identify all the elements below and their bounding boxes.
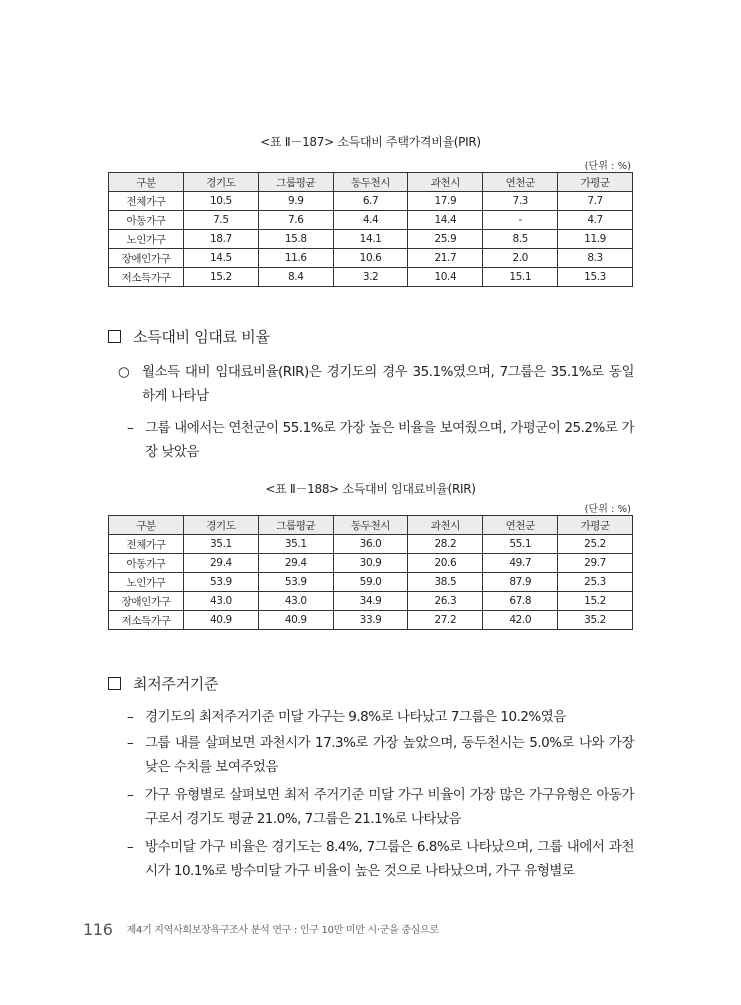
dash-bullet-icon: – xyxy=(127,420,134,436)
table-cell: 53.9 xyxy=(258,573,333,592)
table-cell: 35.1 xyxy=(184,535,259,554)
table-cell: 38.5 xyxy=(408,573,483,592)
table-cell: 15.2 xyxy=(558,592,633,611)
table-cell: 17.9 xyxy=(408,192,483,211)
circle-bullet-icon: ○ xyxy=(118,364,130,380)
dash-paragraph xyxy=(127,783,634,831)
table2-unit: (단위 : %) xyxy=(584,504,631,515)
table-cell: 36.0 xyxy=(333,535,408,554)
table-body xyxy=(109,192,633,287)
table-cell: 30.9 xyxy=(333,554,408,573)
column-header: 그룹평균 xyxy=(258,173,333,192)
table-row xyxy=(109,611,633,630)
footer-text: 제4기 지역사회보장욕구조사 분석 연구 : 인구 10만 미만 시·군을 중심으로 xyxy=(126,925,439,936)
row-label: 저소득가구 xyxy=(109,611,184,630)
table1-unit: (단위 : %) xyxy=(584,161,631,172)
column-header: 가평군 xyxy=(558,516,633,535)
table-cell: 10.4 xyxy=(408,268,483,287)
table-cell: 33.9 xyxy=(333,611,408,630)
table-row xyxy=(109,535,633,554)
table-cell: 14.4 xyxy=(408,211,483,230)
column-header: 과천시 xyxy=(408,173,483,192)
row-label: 노인가구 xyxy=(109,573,184,592)
table-cell: 29.4 xyxy=(184,554,259,573)
table-cell: 35.1 xyxy=(258,535,333,554)
bullet-text: 월소득 대비 임대료비율(RIR)은 경기도의 경우 35.1%였으며, 7그룹은 35.1%로 동일하게 나타남 xyxy=(142,364,634,404)
table-header xyxy=(109,516,633,535)
column-header: 경기도 xyxy=(184,516,259,535)
table-cell: 59.0 xyxy=(333,573,408,592)
pir-table xyxy=(108,172,633,287)
table-row xyxy=(109,249,633,268)
dash-bullet-icon: – xyxy=(127,787,134,803)
dash-text: 가구 유형별로 살펴보면 최저 주거기준 미달 가구 비율이 가장 많은 가구유형은 아동가구로서 경기도 평균 21.0%, 7그룹은 21.1%로 나타났음 xyxy=(145,787,634,827)
table-cell: 34.9 xyxy=(333,592,408,611)
table-cell: 40.9 xyxy=(184,611,259,630)
table-cell: 15.8 xyxy=(258,230,333,249)
table-cell: 49.7 xyxy=(483,554,558,573)
column-header: 과천시 xyxy=(408,516,483,535)
row-label: 노인가구 xyxy=(109,230,184,249)
table-cell: - xyxy=(483,211,558,230)
table-cell: 25.2 xyxy=(558,535,633,554)
dash-text: 방수미달 가구 비율은 경기도는 8.4%, 7그룹은 6.8%로 나타났으며, 그룹 내에서 과천시가 10.1%로 방수미달 가구 비율이 높은 것으로 나타났으며, 가구 유형별로 xyxy=(145,839,634,879)
column-header: 동두천시 xyxy=(333,173,408,192)
table-row xyxy=(109,268,633,287)
table-body xyxy=(109,535,633,630)
table-cell: 87.9 xyxy=(483,573,558,592)
table-cell: 27.2 xyxy=(408,611,483,630)
dash-bullet-icon: – xyxy=(127,735,134,751)
column-header: 연천군 xyxy=(483,516,558,535)
table-cell: 28.2 xyxy=(408,535,483,554)
dash-bullet-icon: – xyxy=(127,709,134,725)
column-header: 연천군 xyxy=(483,173,558,192)
table1-caption: <표 Ⅱ－187> 소득대비 주택가격비율(PIR) xyxy=(260,135,481,149)
dash-paragraph xyxy=(127,705,634,729)
table-cell: 7.5 xyxy=(184,211,259,230)
table-cell: 43.0 xyxy=(184,592,259,611)
table-cell: 43.0 xyxy=(258,592,333,611)
row-label: 아동가구 xyxy=(109,554,184,573)
table-header xyxy=(109,173,633,192)
table-cell: 15.2 xyxy=(184,268,259,287)
table-cell: 42.0 xyxy=(483,611,558,630)
row-label: 저소득가구 xyxy=(109,268,184,287)
table-cell: 11.9 xyxy=(558,230,633,249)
row-label: 장애인가구 xyxy=(109,249,184,268)
table-cell: 8.4 xyxy=(258,268,333,287)
table-row xyxy=(109,554,633,573)
column-header: 그룹평균 xyxy=(258,516,333,535)
section-title: 소득대비 임대료 비율 xyxy=(133,328,270,346)
dash-text: 그룹 내에서는 연천군이 55.1%로 가장 높은 비율을 보여줬으며, 가평군이 25.2%로 가장 낮았음 xyxy=(145,420,634,460)
table-row xyxy=(109,211,633,230)
table-row xyxy=(109,592,633,611)
row-label: 전체가구 xyxy=(109,192,184,211)
column-header: 가평군 xyxy=(558,173,633,192)
column-header: 구분 xyxy=(109,516,184,535)
table-cell: 4.4 xyxy=(333,211,408,230)
table-cell: 67.8 xyxy=(483,592,558,611)
table-cell: 20.6 xyxy=(408,554,483,573)
table-cell: 9.9 xyxy=(258,192,333,211)
page-footer xyxy=(83,920,439,939)
table-cell: 26.3 xyxy=(408,592,483,611)
table-cell: 14.5 xyxy=(184,249,259,268)
dash-paragraph xyxy=(127,416,634,464)
table-cell: 2.0 xyxy=(483,249,558,268)
rir-table xyxy=(108,515,633,630)
table-cell: 7.7 xyxy=(558,192,633,211)
table-cell: 40.9 xyxy=(258,611,333,630)
table-cell: 10.5 xyxy=(184,192,259,211)
table-cell: 3.2 xyxy=(333,268,408,287)
table-cell: 29.4 xyxy=(258,554,333,573)
table-cell: 15.3 xyxy=(558,268,633,287)
table-cell: 55.1 xyxy=(483,535,558,554)
column-header: 경기도 xyxy=(184,173,259,192)
dash-text: 경기도의 최저주거기준 미달 가구는 9.8%로 나타났고 7그룹은 10.2%였음 xyxy=(145,709,566,725)
table-cell: 14.1 xyxy=(333,230,408,249)
checkbox-square-icon xyxy=(108,330,121,343)
row-label: 전체가구 xyxy=(109,535,184,554)
dash-paragraph xyxy=(127,731,634,779)
table-row xyxy=(109,230,633,249)
dash-text: 그룹 내를 살펴보면 과천시가 17.3%로 가장 높았으며, 동두천시는 5.0%로 나와 가장 낮은 수치를 보여주었음 xyxy=(145,735,634,775)
column-header: 동두천시 xyxy=(333,516,408,535)
dash-bullet-icon: – xyxy=(127,839,134,855)
row-label: 아동가구 xyxy=(109,211,184,230)
column-header: 구분 xyxy=(109,173,184,192)
bullet-paragraph xyxy=(118,360,634,408)
table-cell: 21.7 xyxy=(408,249,483,268)
table-row xyxy=(109,192,633,211)
table-cell: 35.2 xyxy=(558,611,633,630)
section-title: 최저주거기준 xyxy=(133,675,219,693)
table-cell: 15.1 xyxy=(483,268,558,287)
table-cell: 7.6 xyxy=(258,211,333,230)
table-row xyxy=(109,573,633,592)
table-cell: 29.7 xyxy=(558,554,633,573)
table-cell: 25.9 xyxy=(408,230,483,249)
header-row xyxy=(109,173,633,192)
table-cell: 7.3 xyxy=(483,192,558,211)
table-cell: 6.7 xyxy=(333,192,408,211)
table-cell: 18.7 xyxy=(184,230,259,249)
dash-paragraph xyxy=(127,835,634,883)
table-cell: 25.3 xyxy=(558,573,633,592)
table2-caption: <표 Ⅱ－188> 소득대비 임대료비율(RIR) xyxy=(265,482,476,496)
table-cell: 10.6 xyxy=(333,249,408,268)
table-cell: 11.6 xyxy=(258,249,333,268)
checkbox-square-icon xyxy=(108,677,121,690)
header-row xyxy=(109,516,633,535)
table-cell: 4.7 xyxy=(558,211,633,230)
table-cell: 8.5 xyxy=(483,230,558,249)
section-heading-rir xyxy=(108,326,270,347)
table-cell: 8.3 xyxy=(558,249,633,268)
page-number: 116 xyxy=(83,920,113,939)
table-cell: 53.9 xyxy=(184,573,259,592)
section-heading-min-housing xyxy=(108,673,218,694)
row-label: 장애인가구 xyxy=(109,592,184,611)
